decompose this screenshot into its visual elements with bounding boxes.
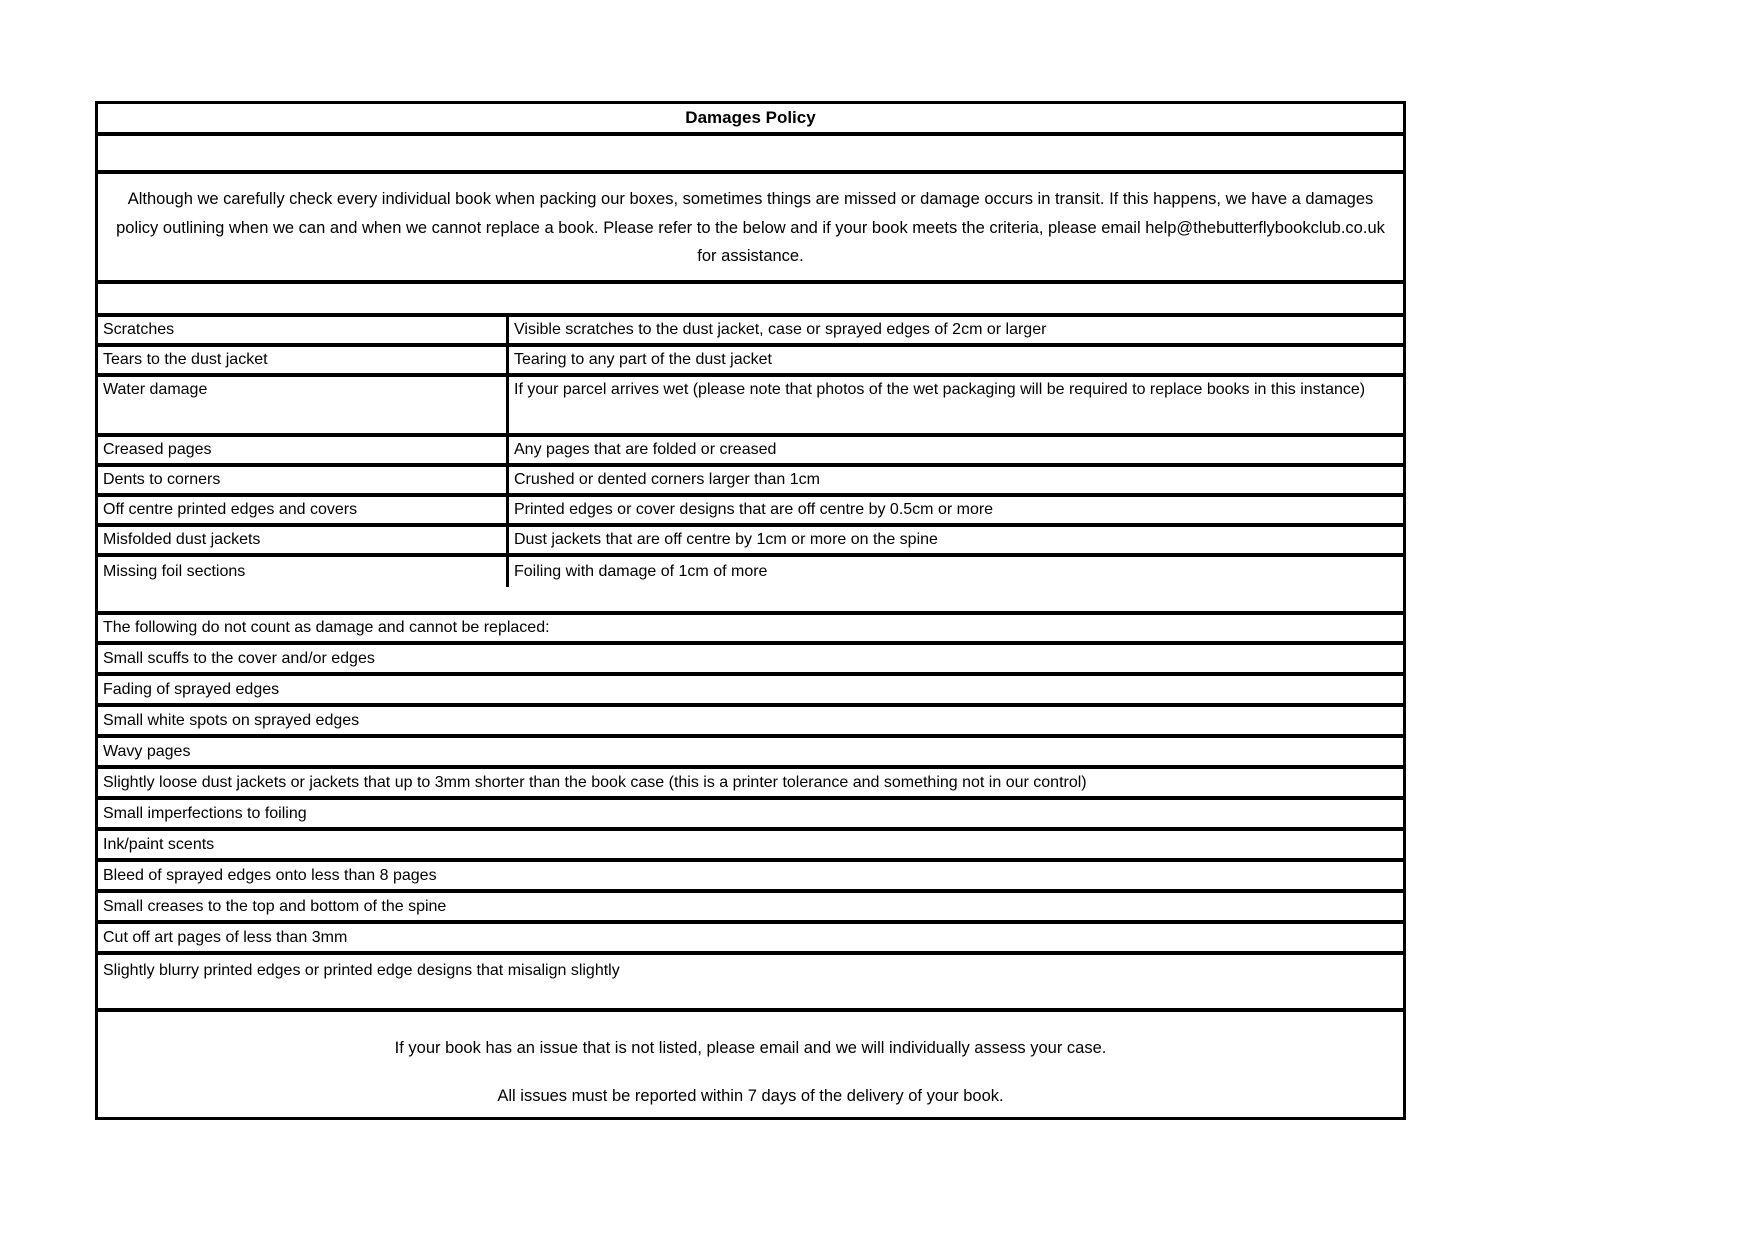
spacer-row-before-criteria bbox=[98, 284, 1403, 317]
damage-type-cell bbox=[98, 467, 506, 493]
damage-description-text: If your parcel arrives wet (please note that photos of the wet packaging will be required to replace books in this instance) bbox=[514, 381, 1366, 398]
damage-type-cell bbox=[98, 557, 506, 587]
exclusion-text: Slightly blurry printed edges or printed edge designs that misalign slightly bbox=[103, 961, 620, 979]
exclusion-row bbox=[98, 862, 1403, 893]
damage-type-label: Dents to corners bbox=[103, 471, 221, 488]
damage-description-cell bbox=[506, 437, 1403, 463]
damage-description-text: Foiling with damage of 1cm of more bbox=[514, 563, 768, 580]
damage-description-cell bbox=[506, 557, 1403, 587]
damage-row bbox=[98, 557, 1403, 587]
damage-type-label: Water damage bbox=[103, 381, 208, 398]
damage-row bbox=[98, 497, 1403, 527]
damage-type-label: Misfolded dust jackets bbox=[103, 531, 261, 548]
spacer-row-top bbox=[98, 136, 1403, 174]
exclusion-row bbox=[98, 800, 1403, 831]
exclusions-header-row bbox=[98, 615, 1403, 645]
damage-type-cell bbox=[98, 317, 506, 343]
damage-type-label: Missing foil sections bbox=[103, 563, 246, 580]
damage-type-cell bbox=[98, 437, 506, 463]
damage-description-cell bbox=[506, 497, 1403, 523]
intro-row bbox=[98, 174, 1403, 284]
exclusion-text: Small imperfections to foiling bbox=[103, 804, 307, 822]
exclusion-text: Bleed of sprayed edges onto less than 8 pages bbox=[103, 866, 437, 884]
intro-text: Although we carefully check every individual book when packing our boxes, sometimes things are missed or damage occurs in transit. If this happens, we have a damages policy outlining when we can and when we cannot replace a book. Please refer to the below and if your book meets the criteria, please email help@thebutterflybookclub.co.uk for assistance. bbox=[116, 190, 1385, 265]
exclusion-row bbox=[98, 924, 1403, 955]
damage-type-label: Creased pages bbox=[103, 441, 212, 458]
damages-policy-table bbox=[95, 101, 1406, 1120]
damage-description-text: Any pages that are folded or creased bbox=[514, 441, 777, 458]
exclusion-text: Small scuffs to the cover and/or edges bbox=[103, 649, 375, 667]
damage-description-text: Tearing to any part of the dust jacket bbox=[514, 351, 772, 368]
footer-line2: All issues must be reported within 7 days of the delivery of your book. bbox=[497, 1087, 1004, 1105]
exclusion-text: Fading of sprayed edges bbox=[103, 680, 280, 698]
damage-row bbox=[98, 467, 1403, 497]
damage-criteria-section bbox=[98, 317, 1403, 587]
damage-type-cell bbox=[98, 377, 506, 433]
exclusion-row bbox=[98, 645, 1403, 676]
exclusion-text: Cut off art pages of less than 3mm bbox=[103, 928, 348, 946]
exclusion-row bbox=[98, 676, 1403, 707]
damage-description-text: Crushed or dented corners larger than 1cm bbox=[514, 471, 820, 488]
exclusion-row bbox=[98, 893, 1403, 924]
damage-type-cell bbox=[98, 527, 506, 553]
exclusion-text: Small white spots on sprayed edges bbox=[103, 711, 360, 729]
exclusion-row bbox=[98, 738, 1403, 769]
exclusion-text: Ink/paint scents bbox=[103, 835, 215, 853]
damage-row bbox=[98, 347, 1403, 377]
footer-row bbox=[98, 1012, 1403, 1117]
exclusion-text: Slightly loose dust jackets or jackets that up to 3mm shorter than the book case (this is a printer tolerance and something not in our control) bbox=[103, 773, 1087, 791]
damage-description-cell bbox=[506, 317, 1403, 343]
damage-description-cell bbox=[506, 377, 1403, 433]
damage-row bbox=[98, 437, 1403, 467]
spacer-row-before-exclusions bbox=[98, 587, 1403, 615]
spacer-row-before-footer bbox=[98, 986, 1403, 1012]
damage-type-cell bbox=[98, 497, 506, 523]
exclusion-row bbox=[98, 831, 1403, 862]
damage-type-label: Scratches bbox=[103, 321, 175, 338]
footer-line1: If your book has an issue that is not listed, please email and we will individually assess your case. bbox=[394, 1039, 1107, 1057]
damage-description-text: Printed edges or cover designs that are off centre by 0.5cm or more bbox=[514, 501, 994, 518]
damage-type-label: Off centre printed edges and covers bbox=[103, 501, 358, 518]
exclusions-header-text: The following do not count as damage and cannot be replaced: bbox=[103, 619, 550, 636]
damage-row bbox=[98, 527, 1403, 557]
exclusions-section bbox=[98, 645, 1403, 986]
exclusion-text: Wavy pages bbox=[103, 742, 191, 760]
table-title-row bbox=[98, 104, 1403, 136]
exclusion-row bbox=[98, 769, 1403, 800]
page-title: Damages Policy bbox=[685, 108, 816, 127]
damage-type-cell bbox=[98, 347, 506, 373]
damage-type-label: Tears to the dust jacket bbox=[103, 351, 268, 368]
damage-description-text: Dust jackets that are off centre by 1cm or more on the spine bbox=[514, 531, 938, 548]
damage-description-text: Visible scratches to the dust jacket, case or sprayed edges of 2cm or larger bbox=[514, 321, 1047, 338]
damage-description-cell bbox=[506, 347, 1403, 373]
damage-description-cell bbox=[506, 467, 1403, 493]
exclusion-text: Small creases to the top and bottom of the spine bbox=[103, 897, 447, 915]
exclusion-row bbox=[98, 707, 1403, 738]
damage-row bbox=[98, 377, 1403, 437]
exclusion-row bbox=[98, 955, 1403, 986]
damage-description-cell bbox=[506, 527, 1403, 553]
damage-row bbox=[98, 317, 1403, 347]
